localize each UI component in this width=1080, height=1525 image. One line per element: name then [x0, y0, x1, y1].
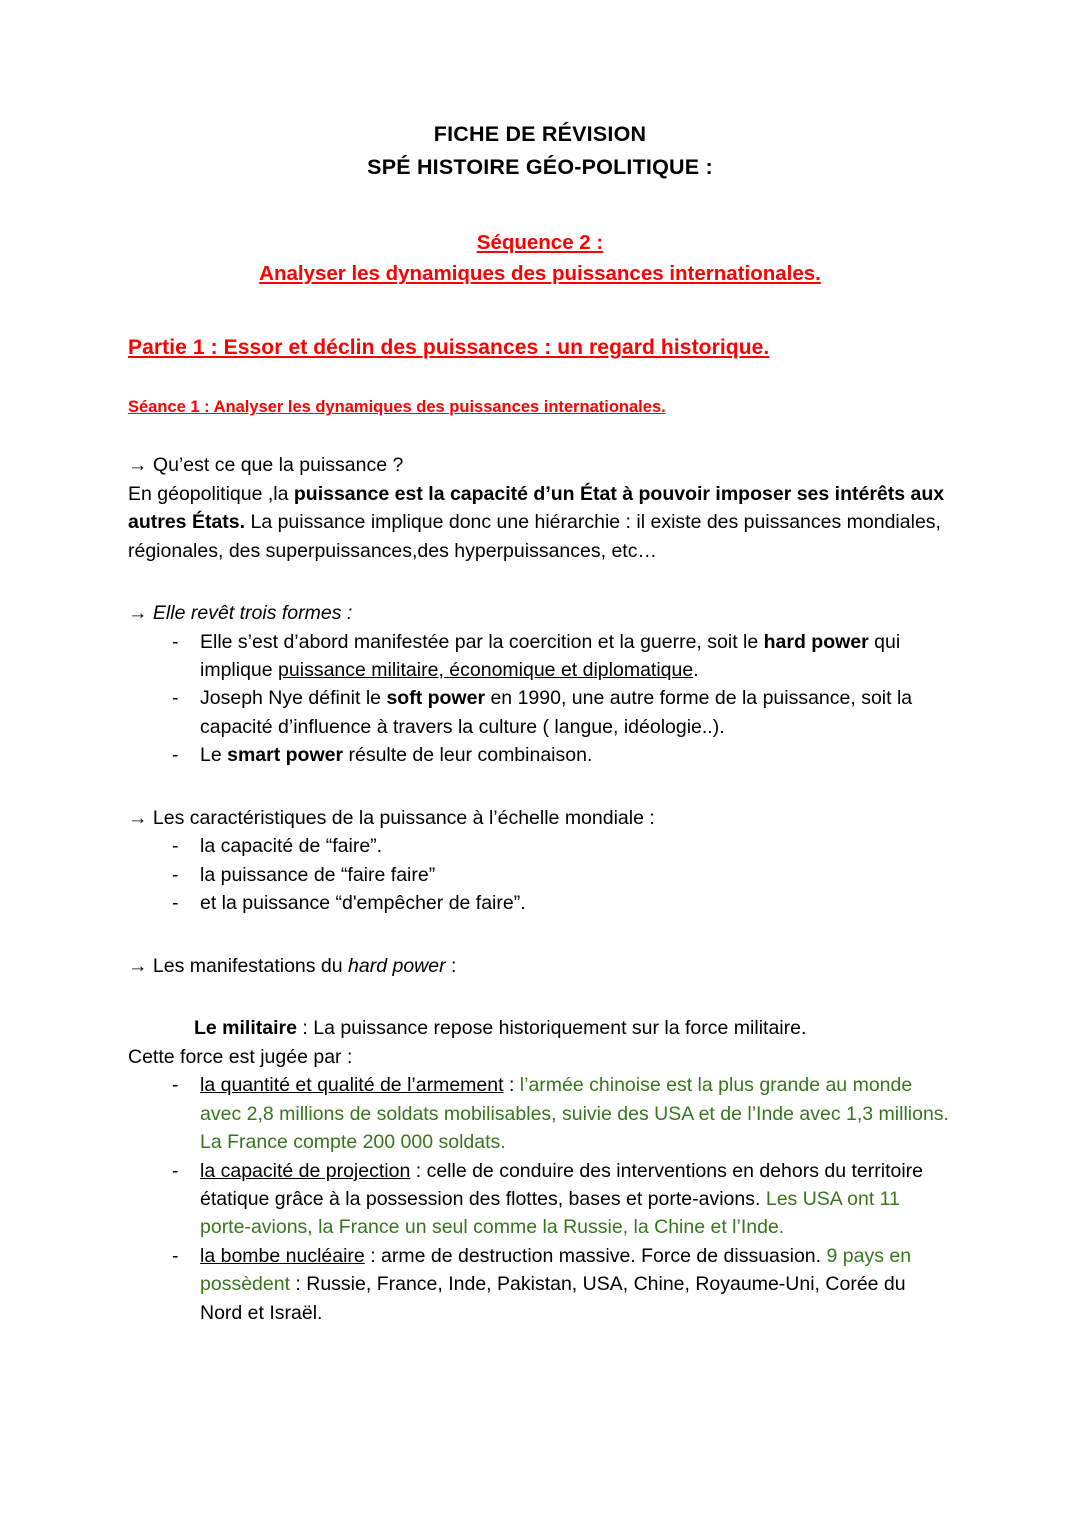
list-item — [128, 684, 952, 741]
seance-heading: Séance 1 : Analyser les dynamiques des puissances internationales. — [128, 398, 666, 417]
manifestations-post: : — [445, 954, 457, 977]
title-line-2: SPÉ HISTOIRE GÉO-POLITIQUE : — [367, 155, 713, 180]
caracteristiques-list — [128, 832, 952, 917]
document-title — [128, 118, 952, 185]
critere-green: Les USA ont 11 porte-avions, la France un seul comme la Russie, la Chine et l’Inde. — [200, 1188, 900, 1239]
list-item — [128, 741, 952, 769]
title-line-1: FICHE DE RÉVISION — [433, 122, 647, 146]
manifestations-italic: hard power — [348, 954, 446, 977]
critere-black: : — [503, 1074, 520, 1097]
forme-pre: Le — [200, 744, 228, 767]
manifestations-pre: → Les manifestations du — [128, 954, 349, 977]
sequence-line-1: Séquence 2 : — [476, 230, 604, 254]
critere-green-after: : Russie, France, Inde, Pakistan, USA, Chine, Royaume-Uni, Corée du Nord et Israël. — [200, 1273, 906, 1324]
forme-mid: qui implique — [200, 630, 901, 681]
forme-bold: smart power — [227, 744, 344, 767]
list-item — [128, 628, 952, 685]
question-puissance-block — [128, 451, 952, 565]
question-puissance: → Qu’est ce que la puissance ? — [128, 454, 404, 477]
definition-bold: puissance est la capacité d’un État à pouvoir imposer ses intérêts aux autres États. — [128, 482, 945, 534]
partie-heading: Partie 1 : Essor et déclin des puissances : un regard historique. — [128, 336, 770, 360]
formes-heading — [128, 599, 952, 627]
list-item — [128, 1071, 952, 1156]
definition-puissance — [128, 480, 952, 565]
list-item: - la capacité de “faire”. — [128, 832, 952, 860]
list-item: - la puissance de “faire faire” — [128, 861, 952, 889]
manifestations-heading — [128, 952, 952, 980]
critere-green: l’armée chinoise est la plus grande au monde avec 2,8 millions de soldats mobilisables, suivie des USA et de l’Inde avec 1,3 millions. La France compte 200 000 soldats. — [200, 1074, 949, 1154]
forme-bold: hard power — [763, 630, 869, 653]
criteres-list — [128, 1071, 952, 1327]
sequence-line-2: Analyser les dynamiques des puissances internationales. — [259, 262, 821, 286]
formes-list — [128, 628, 952, 770]
critere-black: : celle de conduire des interventions en dehors du territoire étatique grâce à la possession des flottes, bases et porte-avions. — [200, 1159, 924, 1210]
manifestations-block — [128, 952, 952, 980]
critere-underline: la bombe nucléaire — [200, 1244, 365, 1267]
list-item: - et la puissance “d'empêcher de faire”. — [128, 889, 952, 917]
forme-pre: Elle s’est d’abord manifestée par la coercition et la guerre, soit le — [200, 630, 764, 653]
militaire-rest: : La puissance repose historiquement sur la force militaire. — [296, 1017, 807, 1040]
definition-intro: En géopolitique ,la — [128, 482, 294, 505]
caracteristiques-heading: → Les caractéristiques de la puissance à l’échelle mondiale : — [128, 806, 655, 829]
forme-post: . — [693, 658, 699, 681]
militaire-line-2: Cette force est jugée par : — [128, 1045, 353, 1068]
sequence-heading — [128, 227, 952, 291]
forme-pre: Joseph Nye définit le — [200, 687, 387, 710]
militaire-bold: Le militaire — [194, 1017, 297, 1040]
critere-underline: la capacité de projection — [200, 1159, 411, 1182]
definition-rest: La puissance implique donc une hiérarchie : il existe des puissances mondiales, régionales, des superpuissances,des hyperpuissances, etc… — [128, 511, 941, 562]
forme-mid: en 1990, une autre forme de la puissance, soit la capacité d’influence à travers la culture ( langue, idéologie..). — [200, 687, 913, 738]
critere-underline: la quantité et qualité de l’armement — [200, 1074, 504, 1097]
forme-bold: soft power — [386, 687, 486, 710]
list-item — [128, 1157, 952, 1242]
forme-mid: résulte de leur combinaison. — [343, 744, 593, 767]
militaire-line — [128, 1014, 952, 1042]
critere-green: 9 pays en possèdent — [200, 1244, 912, 1296]
list-item — [128, 1242, 952, 1327]
formes-heading-text: Elle revêt trois formes : — [152, 602, 353, 625]
critere-black: : arme de destruction massive. Force de dissuasion. — [364, 1244, 827, 1267]
arrow-icon: → — [128, 602, 153, 625]
caracteristiques-block — [128, 804, 952, 918]
formes-block — [128, 599, 952, 770]
forme-underline: puissance militaire, économique et diplomatique — [278, 658, 694, 681]
